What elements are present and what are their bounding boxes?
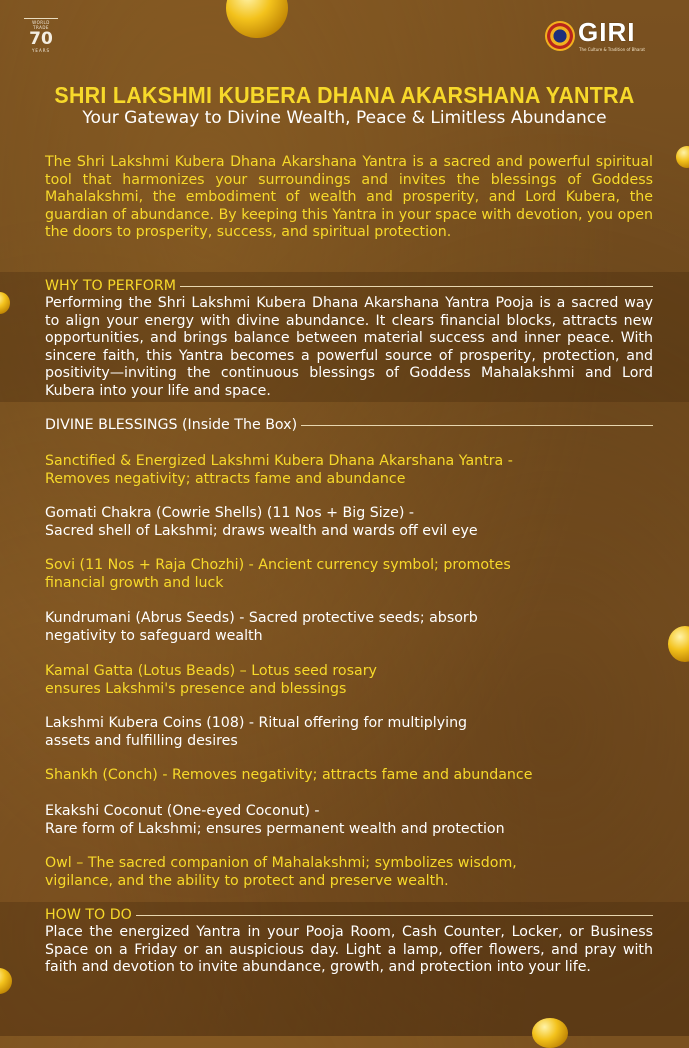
blessings-heading: [45, 416, 653, 434]
why-heading: [45, 277, 653, 295]
item-line: financial growth and luck: [45, 574, 224, 591]
how-heading-text: HOW TO DO: [45, 907, 132, 923]
badge-top-text: WORLD TRADE: [24, 18, 58, 30]
item-line: Sanctified & Energized Lakshmi Kubera Dhana Akarshana Yantra -: [45, 453, 513, 469]
item-line: Kundrumani (Abrus Seeds) - Sacred protective seeds; absorb: [45, 610, 478, 626]
list-item: [45, 767, 645, 785]
item-line: Gomati Chakra (Cowrie Shells) (11 Nos + Big Size) -: [45, 505, 414, 521]
list-item: [45, 505, 645, 540]
giri-emblem-icon: [545, 21, 575, 51]
gold-coin-icon: [668, 626, 689, 662]
giri-logo: [545, 19, 665, 59]
section-divider: [136, 915, 653, 916]
list-item: [45, 453, 645, 488]
list-item: [45, 803, 645, 838]
item-line: Kamal Gatta (Lotus Beads) – Lotus seed rosary: [45, 663, 377, 679]
anniversary-badge: [24, 18, 58, 53]
item-line: Lakshmi Kubera Coins (108) - Ritual offering for multiplying: [45, 715, 468, 731]
badge-years-text: YEARS: [31, 48, 51, 53]
item-line: Sovi (11 Nos + Raja Chozhi) - Ancient currency symbol; promotes: [45, 557, 511, 573]
list-item: [45, 557, 645, 592]
item-line: ensures Lakshmi's presence and blessings: [45, 680, 347, 697]
why-heading-text: WHY TO PERFORM: [45, 278, 177, 294]
section-divider: [180, 286, 653, 287]
item-line: Owl – The sacred companion of Mahalakshmi; symbolizes wisdom,: [45, 855, 517, 871]
item-line: negativity to safeguard wealth: [45, 627, 263, 644]
page-title: SHRI LAKSHMI KUBERA DHANA AKARSHANA YANTRA: [54, 82, 635, 108]
item-line: Removes negativity; attracts fame and abundance: [45, 470, 406, 487]
badge-number: 70: [29, 29, 53, 49]
how-paragraph: Place the energized Yantra in your Pooja Room, Cash Counter, Locker, or Business Space on a Friday or an auspicious day. Light a lamp, offer flowers, and pray with faith and devotion to invite abundance, growth, and protection into your life.: [45, 924, 653, 976]
blessings-heading-text: DIVINE BLESSINGS (Inside The Box): [45, 417, 298, 433]
gold-coin-icon: [676, 146, 689, 168]
gold-coin-icon: [532, 1018, 568, 1048]
item-line: Ekakshi Coconut (One-eyed Coconut) -: [45, 803, 320, 819]
item-line: Shankh (Conch) - Removes negativity; attracts fame and abundance: [45, 767, 533, 783]
item-line: vigilance, and the ability to protect and preserve wealth.: [45, 872, 449, 889]
list-item: [45, 663, 645, 698]
gold-coin-icon: [226, 0, 288, 38]
logo-tagline: The Culture & Tradition of Bharat: [579, 47, 645, 52]
why-paragraph: Performing the Shri Lakshmi Kubera Dhana Akarshana Yantra Pooja is a sacred way to align your energy with divine abundance. It clears financial blocks, attracts new opportunities, and brings balance between material success and inner peace. With sincere faith, this Yantra becomes a powerful source of prosperity, protection, and positivity—inviting the continuous blessings of Goddess Mahalakshmi and Lord Kubera into your life and space.: [45, 295, 653, 399]
item-line: Sacred shell of Lakshmi; draws wealth and wards off evil eye: [45, 522, 478, 539]
logo-name: GIRI: [578, 17, 636, 47]
how-heading: [45, 906, 653, 924]
intro-paragraph: The Shri Lakshmi Kubera Dhana Akarshana Yantra is a sacred and powerful spiritual tool that harmonizes your surroundings and invites the blessings of Goddess Mahalakshmi, the embodiment of wealth and prosperity, and Lord Kubera, the guardian of abundance. By keeping this Yantra in your space with devotion, you open the doors to prosperity, success, and spiritual protection.: [45, 154, 653, 241]
item-line: Rare form of Lakshmi; ensures permanent wealth and protection: [45, 820, 505, 837]
section-divider: [301, 425, 653, 426]
item-line: assets and fulfilling desires: [45, 732, 238, 749]
list-item: [45, 855, 645, 890]
list-item: [45, 715, 645, 750]
page-subtitle: Your Gateway to Divine Wealth, Peace & Limitless Abundance: [82, 108, 607, 128]
list-item: [45, 610, 645, 645]
